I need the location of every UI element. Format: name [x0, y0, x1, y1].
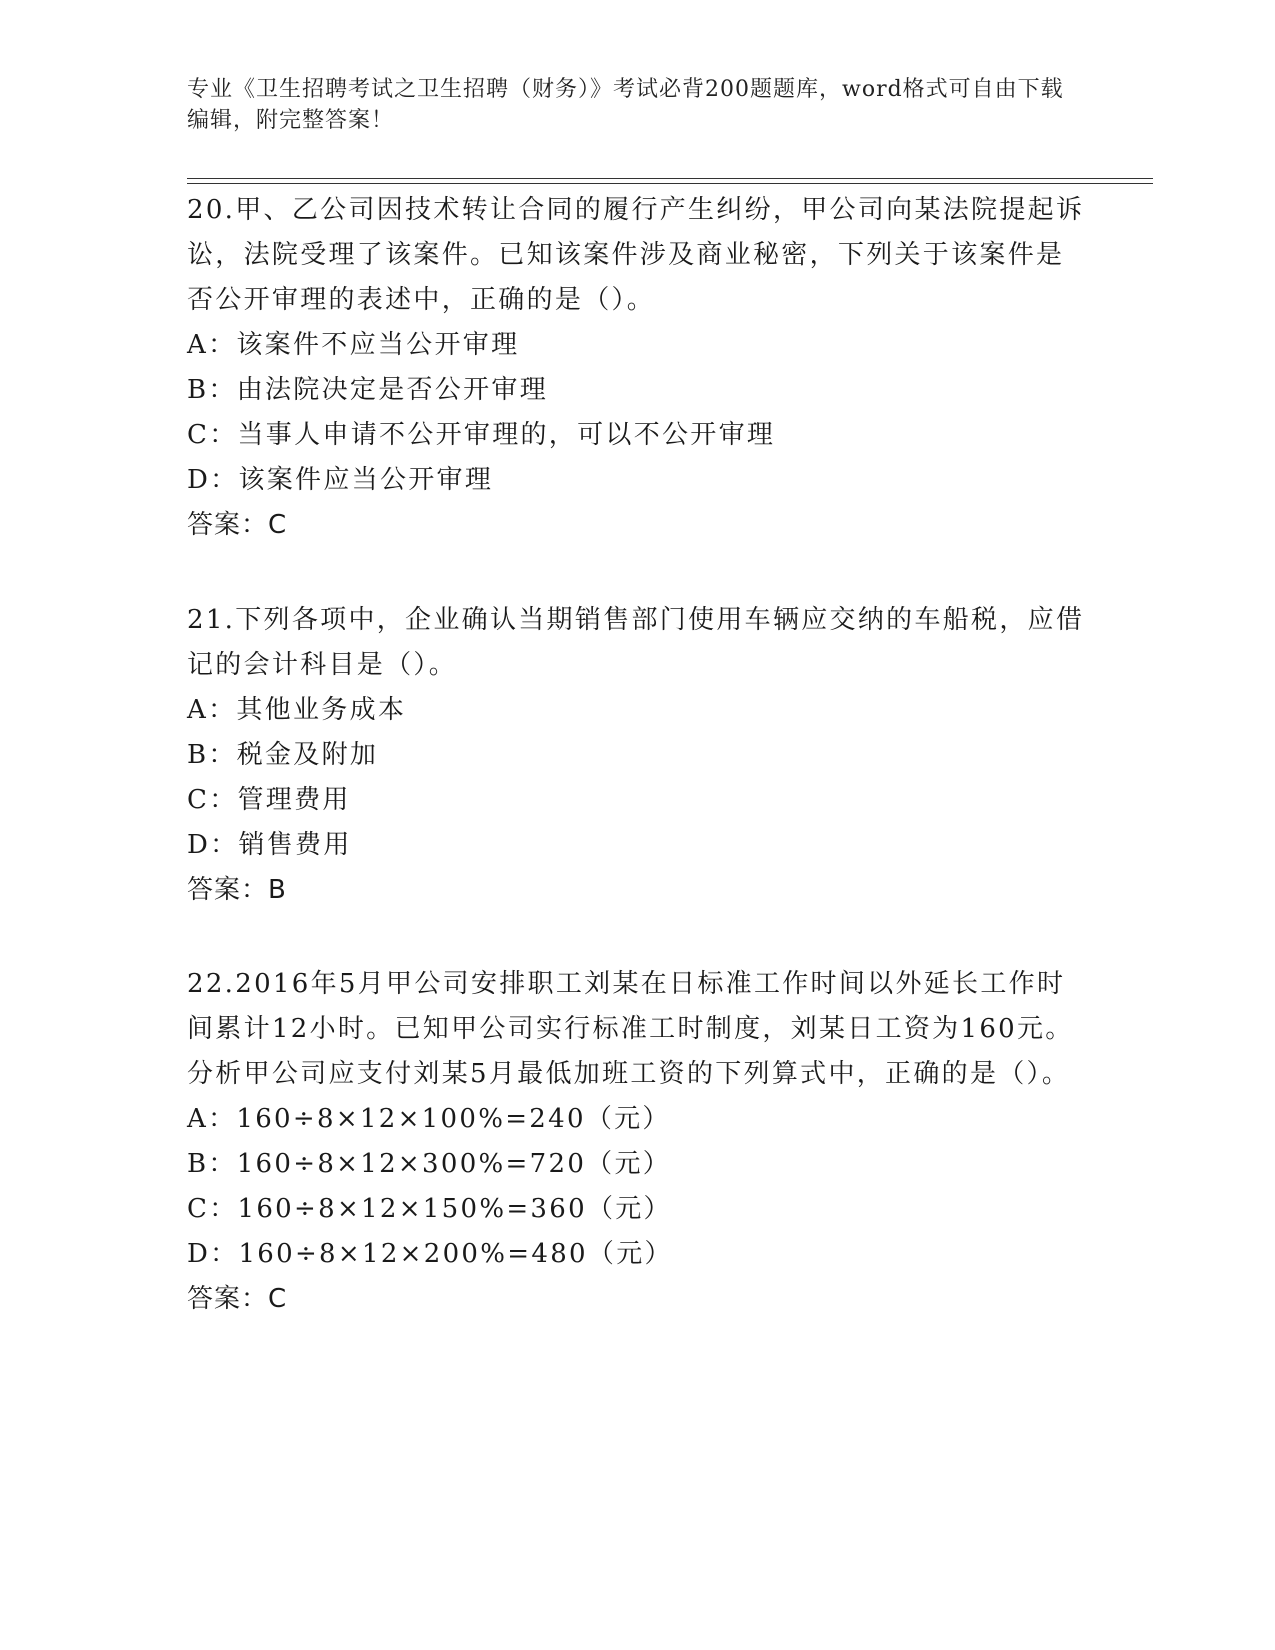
question-20	[187, 188, 1087, 548]
option-a: A：该案件不应当公开审理	[187, 330, 520, 360]
document-intro: 专业《卫生招聘考试之卫生招聘（财务）》考试必背200题题库，word格式可自由下载编辑，附完整答案！	[187, 77, 1064, 133]
answer: 答案：C	[187, 510, 288, 540]
option-a: A：其他业务成本	[187, 695, 407, 725]
answer: 答案：C	[187, 1284, 288, 1314]
option-d: D：销售费用	[187, 830, 352, 860]
question-stem: 21.下列各项中，企业确认当期销售部门使用车辆应交纳的车船税，应借记的会计科目是（）。	[187, 605, 1085, 680]
answer: 答案：B	[187, 875, 287, 905]
option-c: C：当事人申请不公开审理的，可以不公开审理	[187, 420, 776, 450]
option-d: D：160÷8×12×200%=480（元）	[187, 1239, 673, 1269]
option-a: A：160÷8×12×100%=240（元）	[187, 1104, 671, 1134]
option-c: C：160÷8×12×150%=360（元）	[187, 1194, 672, 1224]
question-stem: 22.2016年5月甲公司安排职工刘某在日标准工作时间以外延长工作时间累计12小时。已知甲公司实行标准工时制度，刘某日工资为160元。分析甲公司应支付刘某5月最低加班工资的下列算式中，正确的是（）。	[187, 969, 1074, 1089]
option-b: B：税金及附加	[187, 740, 379, 770]
option-d: D：该案件应当公开审理	[187, 465, 494, 495]
option-b: B：由法院决定是否公开审理	[187, 375, 549, 405]
header-divider-bottom	[187, 183, 1153, 184]
option-b: B：160÷8×12×300%=720（元）	[187, 1149, 672, 1179]
question-stem: 20.甲、乙公司因技术转让合同的履行产生纠纷，甲公司向某法院提起诉讼，法院受理了该案件。已知该案件涉及商业秘密，下列关于该案件是否公开审理的表述中，正确的是（）。	[187, 195, 1085, 315]
question-21	[187, 598, 1087, 913]
question-22	[187, 962, 1087, 1322]
header-divider-top	[187, 178, 1153, 179]
option-c: C：管理费用	[187, 785, 351, 815]
